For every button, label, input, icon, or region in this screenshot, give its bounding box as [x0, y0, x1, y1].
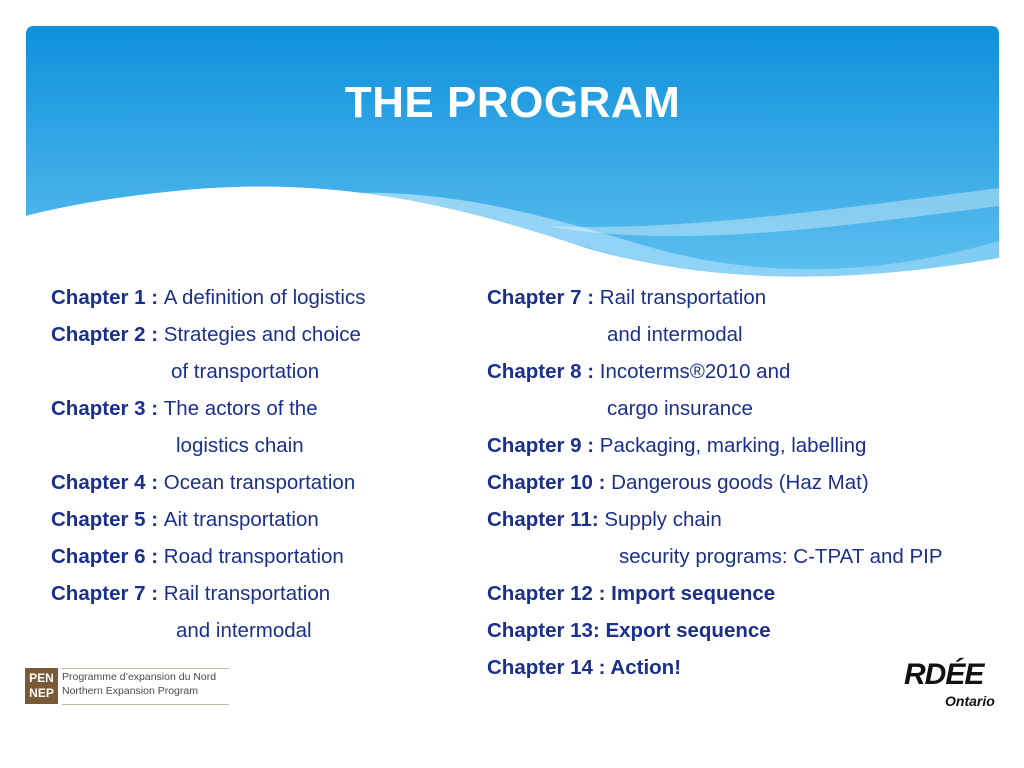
chapter-label: Chapter 12 :: [487, 582, 612, 605]
chapter-label: Chapter 11:: [487, 508, 605, 531]
chapter-title: Road transportation: [163, 545, 344, 568]
chapter-line: [487, 358, 943, 395]
chapter-line: [487, 654, 943, 691]
chapter-label: Chapter 13:: [487, 619, 606, 642]
divider: [62, 668, 229, 669]
chapter-line: [487, 580, 943, 617]
chapter-line: [487, 617, 943, 654]
chapter-title: The actors of the: [163, 397, 318, 420]
chapter-continuation: logistics chain: [176, 434, 304, 457]
pen-nep-caption: [62, 670, 216, 698]
chapter-line: [51, 543, 365, 580]
chapter-line: [51, 395, 365, 432]
pen-nep-logo: [25, 668, 229, 705]
page-title: THE PROGRAM: [344, 78, 681, 127]
chapter-label: Chapter 7 :: [51, 582, 164, 605]
chapter-title: Incoterms®2010 and: [599, 360, 791, 383]
chapter-continuation: and intermodal: [176, 619, 312, 642]
chapter-title: Action!: [610, 656, 682, 679]
chapter-line: [51, 284, 365, 321]
chapter-title: Ocean transportation: [163, 471, 356, 494]
chapter-continuation: and intermodal: [607, 323, 743, 346]
chapter-title: Import sequence: [611, 582, 776, 605]
header-banner: [26, 26, 999, 288]
chapter-line: [487, 506, 943, 543]
nep-text: NEP: [29, 686, 54, 700]
banner-wave-graphic: [26, 26, 999, 288]
chapter-title: Supply chain: [604, 508, 722, 531]
chapter-continuation: security programs: C-TPAT and PIP: [619, 545, 943, 568]
chapter-title: Dangerous goods (Haz Mat): [611, 471, 869, 494]
chapter-label: Chapter 6 :: [51, 545, 164, 568]
rdee-wordmark: RDÉE: [904, 658, 984, 691]
chapter-label: Chapter 3 :: [51, 397, 164, 420]
chapter-label: Chapter 14 :: [487, 656, 611, 679]
chapter-line: [487, 469, 943, 506]
chapter-title: Ait transportation: [163, 508, 319, 531]
chapter-label: Chapter 9 :: [487, 434, 600, 457]
chapter-line: [51, 469, 365, 506]
chapter-label: Chapter 4 :: [51, 471, 164, 494]
rdee-ontario-logo: [904, 658, 1004, 710]
chapter-title: Export sequence: [605, 619, 771, 642]
chapter-label: Chapter 7 :: [487, 286, 600, 309]
chapter-line: [51, 506, 365, 543]
chapter-title: Rail transportation: [163, 582, 331, 605]
chapter-list-right: [487, 284, 943, 691]
chapter-label: Chapter 5 :: [51, 508, 164, 531]
pen-caption-fr: Programme d’expansion du Nord: [62, 671, 217, 683]
chapter-title: Rail transportation: [599, 286, 767, 309]
pen-nep-box: [25, 668, 58, 704]
pen-text: PEN: [29, 671, 54, 685]
pen-caption-en: Northern Expansion Program: [62, 685, 198, 697]
chapter-continuation: of transportation: [171, 360, 320, 383]
chapter-continuation: cargo insurance: [607, 397, 753, 420]
chapter-label: Chapter 8 :: [487, 360, 600, 383]
divider: [62, 704, 229, 705]
chapter-line: [51, 580, 365, 617]
ontario-wordmark: Ontario: [945, 693, 995, 709]
chapter-line: [487, 284, 943, 321]
chapter-title: Strategies and choice: [163, 323, 361, 346]
chapter-title: A definition of logistics: [163, 286, 366, 309]
chapter-label: Chapter 2 :: [51, 323, 164, 346]
chapter-label: Chapter 1 :: [51, 286, 164, 309]
chapter-title: Packaging, marking, labelling: [599, 434, 867, 457]
chapter-list-left: [51, 284, 365, 654]
chapter-line: [51, 321, 365, 358]
chapter-label: Chapter 10 :: [487, 471, 612, 494]
chapter-line: [487, 432, 943, 469]
